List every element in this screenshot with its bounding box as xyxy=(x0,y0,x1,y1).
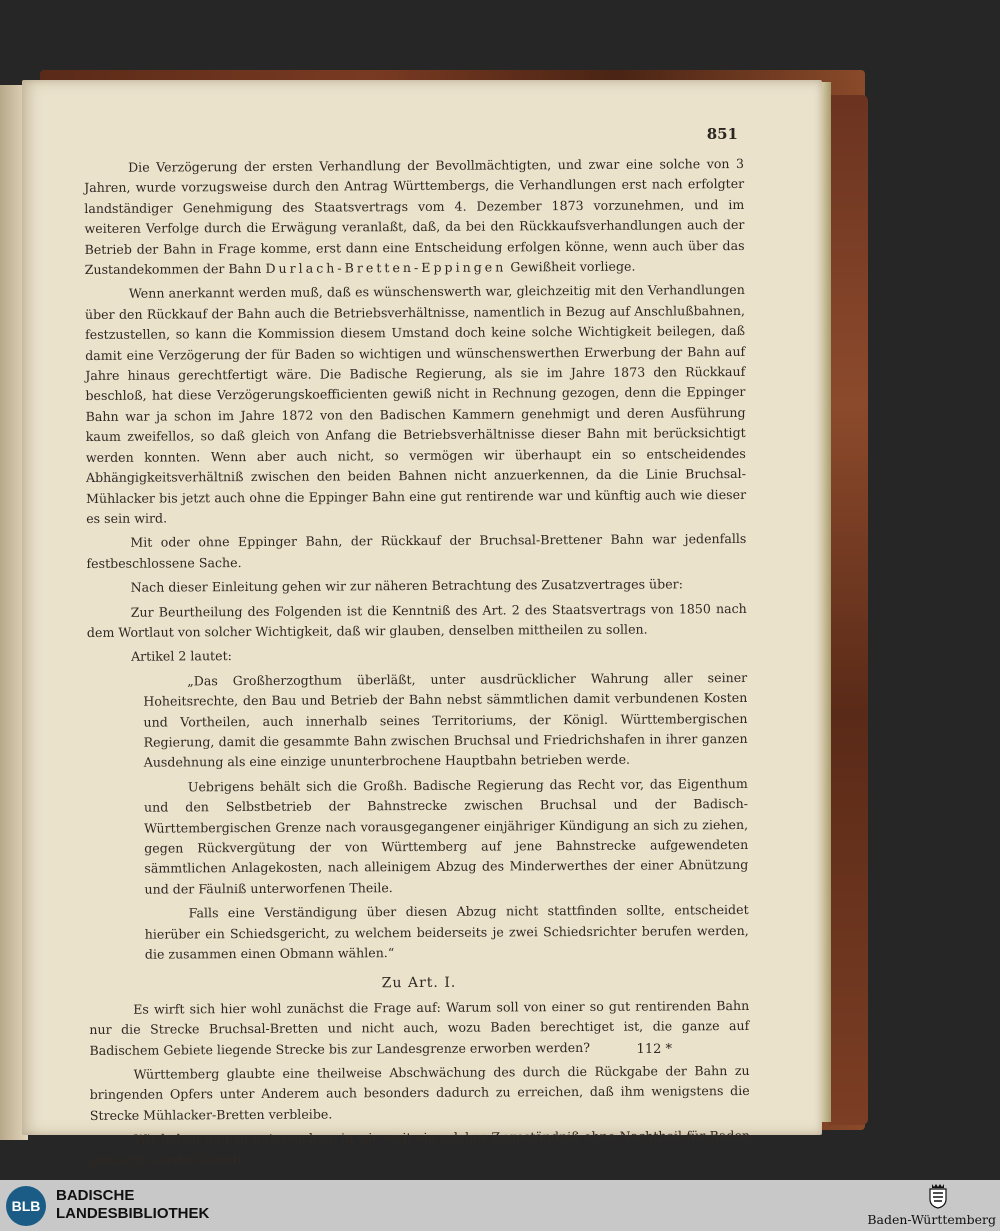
library-name[interactable] xyxy=(56,1187,209,1223)
page-body xyxy=(84,154,750,1175)
emphasized-line-name: Durlach-Bretten-Eppingen xyxy=(265,259,507,276)
quote-paragraph: Uebrigens behält sich die Großh. Badische Regierung das Recht vor, das Eigenthum und den Selbstbetrieb der Bahnstrecke zwischen Bruchsal und der Badisch-Württembergischen Grenze nach vorausgegangener einjähriger Kündigung an sich zu ziehen, gegen Rückvergütung der von Württemberg auf jene Bahnstrecke aufgewendeten sämmtlichen Anlagekosten, nach alleinigem Abzug des Minderwerthes der einer Abnützung und der Fäulniß unterworfenen Theile. xyxy=(143,775,749,897)
paragraph: Wenn anerkannt werden muß, daß es wünschenswerth war, gleichzeitig mit den Verhandlungen über den Rückkauf der Bahn auch die Betriebsverhältnisse, namentlich in Bezug auf Anschlußbahnen, festzustellen, so kann die Kommission diesem Umstand doch keine solche Wichtigkeit beilegen, daß damit eine Verzögerung der für Baden so wichtigen und wünschenswerthen Erwerbung der Bahn auf Jahre hinaus gerechtfertigt wäre. Die Badische Regierung, als sie im Jahre 1873 den Rückkauf beschloß, hat diese Verzögerungskoefficienten gewiß nicht in Rechnung gezogen, denn die Eppinger Bahn war ja schon im Jahre 1872 von den Badischen Kammern genehmigt und deren Ausführung kaum zweifellos, so daß gleich von Anfang die Betriebsverhältnisse dieser Bahn mit berücksichtigt werden konnten. Wenn aber auch nicht, so vermögen wir überhaupt ein so entscheidendes Abhängigkeitsverhältniß zwischen den beiden Bahnen nicht anzuerkennen, da die Linie Bruchsal-Mühlacker bis jetzt auch ohne die Eppinger Bahn eine gut rentirende war und künftig auch wie dieser es sein wird. xyxy=(84,282,747,526)
paragraph: Nach dieser Einleitung gehen wir zur näheren Betrachtung des Zusatzvertrages über: xyxy=(130,576,683,595)
book-page xyxy=(22,80,822,1168)
paragraph: Die Verzögerung der ersten Verhandlung der Bevollmächtigten, und zwar eine solche von 3 Jahren, wurde vorzugsweise durch den Antrag Württembergs, die Verhandlungen erst nach erfolgter landständiger Genehmigung des Staatsvertrags vom 4. Dezember 1873 vorzunehmen, und im weiteren Verfolge durch die Erwägung veranlaßt, daß, da bei den Rückkaufsverhandlungen auch der Betrieb der Bahn in Frage komme, erst dann eine Entscheidung erfolgen könne, wenn auch über das Zustandekommen der Bahn Durlach-Bretten-Eppingen Gewißheit vorliege. xyxy=(84,155,745,278)
library-name-line2: LANDESBIBLIOTHEK xyxy=(56,1205,210,1222)
quoted-article xyxy=(143,668,749,965)
book-cover-edge xyxy=(828,95,868,1125)
page-number: 851 xyxy=(706,125,738,143)
quote-paragraph: Falls eine Verständigung über diesen Abzug nicht stattfinden sollte, entscheidet hierüber ein Schiedsgericht, zu welchem beiderseits je zwei Schiedsrichter berufen werden, die zusammen einen Obmann wählen.“ xyxy=(144,902,749,962)
paragraph: Artikel 2 lautet: xyxy=(131,648,232,665)
coat-of-arms-icon xyxy=(928,1183,948,1209)
paragraph: Mit oder ohne Eppinger Bahn, der Rückkauf der Bruchsal-Brettener Bahn war jedenfalls festbeschlossene Sache. xyxy=(86,531,747,571)
paragraph: Zur Beurtheilung des Folgenden ist die Kenntniß des Art. 2 des Staatsvertrags von 1850 nach dem Wortlaut von solcher Wichtigkeit, daß wir glauben, denselben mittheilen zu sollen. xyxy=(86,600,747,640)
paragraph: Wir haben nun zu untersuchen, in wie weit ein solches Zugeständniß ohne Nachtheil für Baden gemacht werden konnte. xyxy=(90,1128,751,1168)
library-name-line1: BADISCHE xyxy=(56,1187,135,1204)
quote-paragraph: „Das Großherzogthum überläßt, unter ausdrücklicher Wahrung aller seiner Hoheitsrechte, den Bau und Betrieb der Bahn nebst sämmtlichen damit verbundenen Kosten und Vortheilen, auch innerhalb seines Territoriums, der Königl. Württembergischen Regierung, damit die gesammte Bahn zwischen Bruchsal und Friedrichshafen in ihrer ganzen Ausdehnung als eine einzige ununterbrochene Hauptbahn betrieben werde. xyxy=(143,669,748,771)
blb-logo-icon[interactable]: BLB xyxy=(6,1186,46,1226)
paragraph: Württemberg glaubte eine theilweise Abschwächung des durch die Rückgabe der Bahn zu bringenden Opfers unter Anderem auch besonders dadurch zu erreichen, daß ihm wenigstens die Strecke Mühlacker-Bretten verbleibe. xyxy=(89,1063,750,1123)
footer-bar xyxy=(0,1180,1000,1231)
section-heading: Zu Art. I. xyxy=(381,975,457,992)
state-name[interactable]: Baden-Württemberg xyxy=(867,1212,996,1227)
paragraph: Es wirft sich hier wohl zunächst die Frage auf: Warum soll von einer so gut rentirenden Bahn nur die Strecke Bruchsal-Bretten und nicht auch, wozu Baden berechtiget ist, die ganze auf Badischem Gebiete liegende Strecke bis zur Landesgrenze erworben werden? xyxy=(89,997,750,1058)
sheet-signature: 112 * xyxy=(636,1042,672,1057)
